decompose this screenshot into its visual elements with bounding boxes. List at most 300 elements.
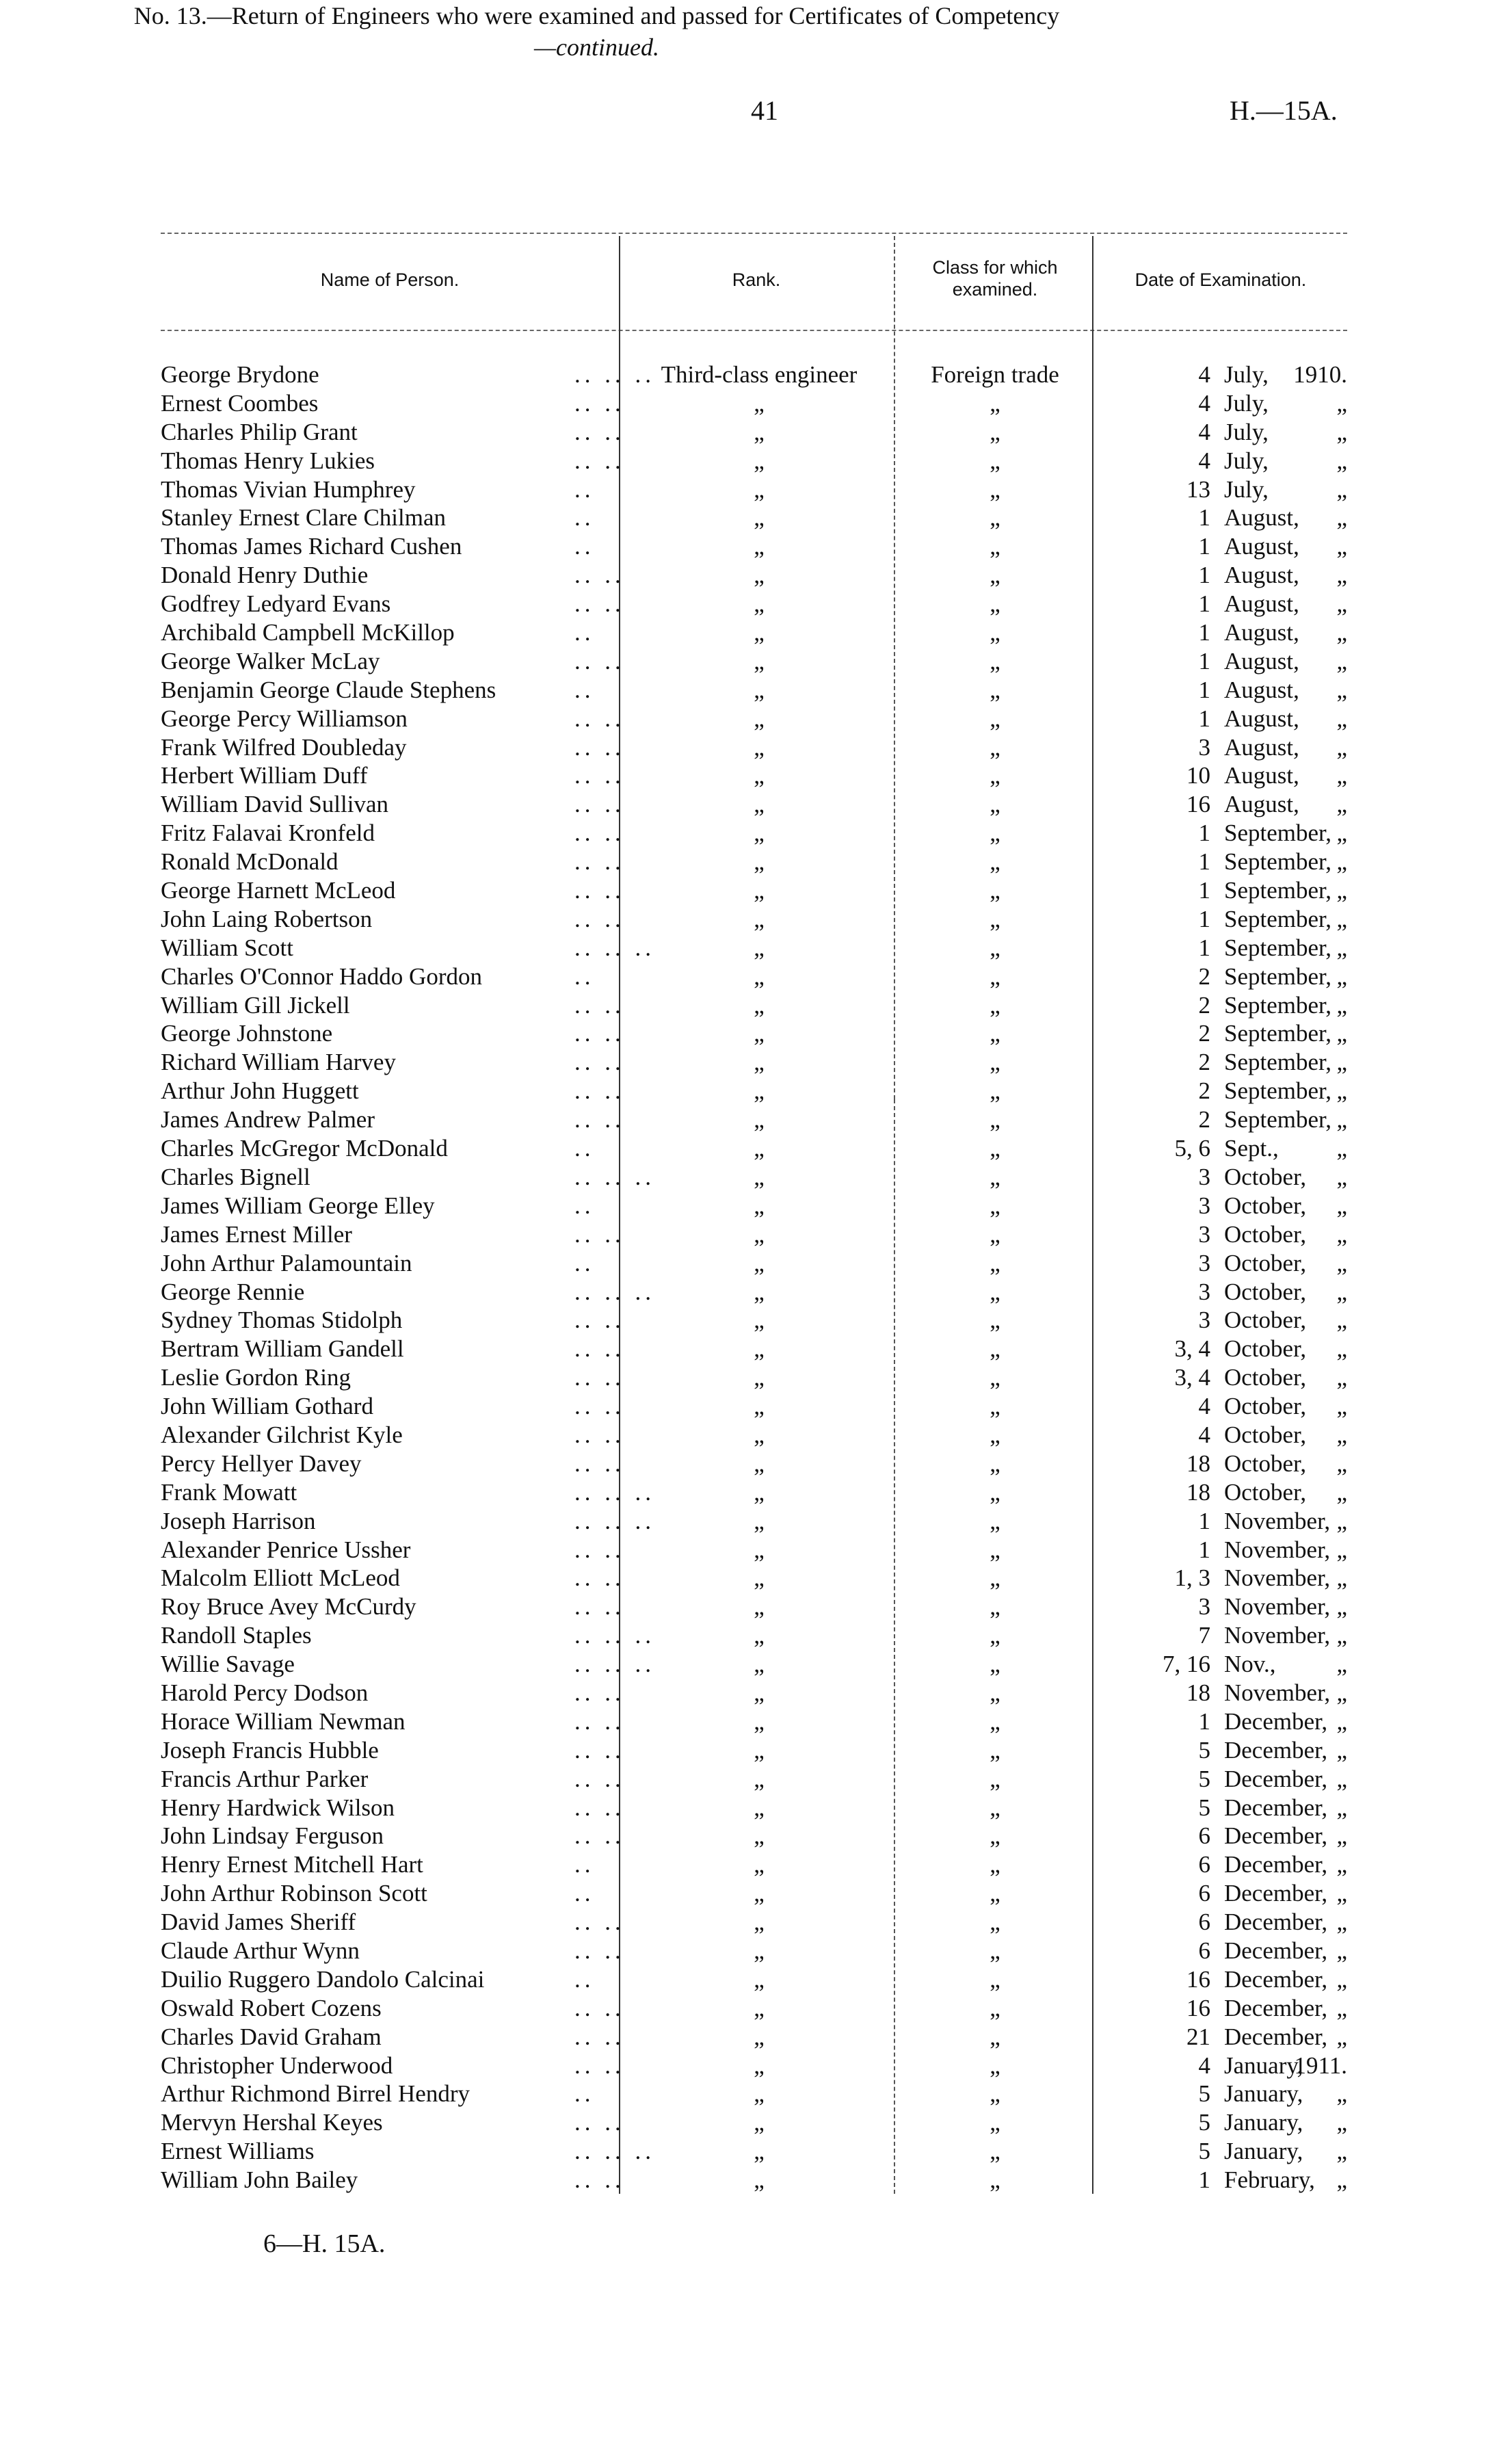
exam-month: October,	[1224, 1278, 1307, 1305]
person-name: Henry Ernest Mitchell Hart	[161, 1851, 423, 1878]
exam-class: „	[990, 2166, 1000, 2194]
person-name: David James Sheriff	[161, 1909, 356, 1936]
rank: „	[754, 1077, 765, 1105]
exam-month: September,	[1224, 848, 1332, 876]
rank: „	[754, 1679, 765, 1706]
person-name: Fritz Falavai Kronfeld	[161, 820, 375, 847]
leader-dots: .. ..	[574, 2052, 625, 2079]
exam-class: „	[990, 647, 1000, 674]
person-name: Thomas James Richard Cushen	[161, 533, 462, 560]
exam-class: „	[990, 1507, 1000, 1534]
exam-year: „	[1336, 877, 1347, 904]
exam-month: August,	[1224, 590, 1299, 618]
leader-dots: .. ..	[574, 820, 625, 847]
leader-dots: .. .. ..	[574, 1507, 655, 1534]
exam-year: „	[1336, 1077, 1347, 1105]
exam-year: „	[1336, 1851, 1347, 1878]
exam-day: 5, 6	[1174, 1135, 1210, 1162]
exam-class: „	[990, 791, 1000, 818]
exam-month: Sept.,	[1224, 1135, 1279, 1162]
table-title-continued: —continued.	[534, 34, 659, 61]
exam-year: „	[1336, 1994, 1347, 2021]
exam-year: „	[1336, 1536, 1347, 1563]
exam-month: October,	[1224, 1478, 1307, 1506]
exam-month: October,	[1224, 1192, 1307, 1219]
exam-month: October,	[1224, 1364, 1307, 1391]
leader-dots: .. ..	[574, 447, 625, 474]
exam-class: „	[990, 1593, 1000, 1621]
leader-dots: ..	[574, 504, 595, 532]
table-row	[0, 705, 1486, 733]
table-row	[0, 676, 1486, 705]
rank: „	[754, 820, 765, 847]
exam-month: November,	[1224, 1593, 1331, 1621]
rank: „	[754, 1651, 765, 1678]
exam-class: „	[990, 1450, 1000, 1477]
exam-month: September,	[1224, 820, 1332, 847]
exam-year: „	[1336, 905, 1347, 932]
person-name: Charles O'Connor Haddo Gordon	[161, 962, 482, 990]
exam-day: 5	[1198, 1794, 1210, 1821]
rank: „	[754, 418, 765, 445]
table-title	[0, 0, 1193, 63]
rank: „	[754, 1135, 765, 1162]
leader-dots: .. ..	[574, 1736, 625, 1764]
exam-day: 1	[1198, 877, 1210, 904]
leader-dots: .. .. ..	[574, 361, 655, 388]
person-name: Stanley Ernest Clare Chilman	[161, 504, 446, 532]
person-name: George Brydone	[161, 361, 319, 388]
column-header-class: Class for which examined.	[932, 257, 1058, 300]
exam-year: „	[1336, 1393, 1347, 1420]
rank: „	[754, 1106, 765, 1133]
exam-day: 1	[1198, 905, 1210, 932]
person-name: Roy Bruce Avey McCurdy	[161, 1593, 416, 1621]
leader-dots: .. ..	[574, 705, 625, 732]
exam-year: „	[1336, 590, 1347, 618]
column-header-rank: Rank.	[732, 270, 781, 290]
person-name: Frank Mowatt	[161, 1478, 297, 1506]
exam-class: „	[990, 1679, 1000, 1706]
exam-month: August,	[1224, 705, 1299, 732]
person-name: Bertram William Gandell	[161, 1335, 404, 1363]
exam-month: October,	[1224, 1307, 1307, 1334]
exam-class: „	[990, 1851, 1000, 1878]
exam-year: „	[1336, 1220, 1347, 1248]
table-row	[0, 848, 1486, 876]
leader-dots: .. .. ..	[574, 1622, 655, 1649]
leader-dots: ..	[574, 1135, 595, 1162]
person-name: James William George Elley	[161, 1192, 435, 1219]
exam-month: October,	[1224, 1249, 1307, 1276]
exam-day: 1	[1198, 848, 1210, 876]
rank: „	[754, 1765, 765, 1792]
exam-class: „	[990, 1564, 1000, 1592]
exam-day: 1	[1198, 934, 1210, 961]
exam-day: 1	[1198, 504, 1210, 532]
leader-dots: .. .. ..	[574, 1163, 655, 1190]
exam-month: September,	[1224, 991, 1332, 1019]
table-row	[0, 2137, 1486, 2166]
table-row	[0, 2080, 1486, 2108]
table-row	[0, 1679, 1486, 1707]
exam-day: 1	[1198, 562, 1210, 589]
exam-month: December,	[1224, 1994, 1328, 2021]
rank: „	[754, 475, 765, 503]
exam-year: „	[1336, 2109, 1347, 2136]
exam-class: „	[990, 1220, 1000, 1248]
leader-dots: .. ..	[574, 2023, 625, 2050]
leader-dots: .. ..	[574, 1536, 625, 1563]
exam-month: November,	[1224, 1564, 1331, 1592]
exam-year: „	[1336, 1794, 1347, 1821]
table-row	[0, 1134, 1486, 1163]
rank: „	[754, 1736, 765, 1764]
exam-class: „	[990, 1020, 1000, 1047]
person-name: Charles McGregor McDonald	[161, 1135, 448, 1162]
column-header-date: Date of Examination.	[1135, 270, 1307, 290]
exam-year: „	[1336, 1965, 1347, 1993]
table-row	[0, 1163, 1486, 1192]
exam-class: Foreign trade	[931, 361, 1059, 388]
rank: „	[754, 877, 765, 904]
exam-class: „	[990, 1077, 1000, 1105]
exam-day: 1	[1198, 533, 1210, 560]
exam-month: January,	[1224, 2080, 1303, 2108]
exam-day: 3	[1198, 733, 1210, 761]
table-row	[0, 1822, 1486, 1850]
table-row	[0, 1994, 1486, 2023]
exam-class: „	[990, 504, 1000, 532]
exam-year: „	[1336, 418, 1347, 445]
person-name: William John Bailey	[161, 2166, 358, 2194]
table-row	[0, 1478, 1486, 1507]
exam-month: October,	[1224, 1335, 1307, 1363]
exam-month: December,	[1224, 1851, 1328, 1878]
exam-day: 1	[1198, 1536, 1210, 1563]
leader-dots: ..	[574, 619, 595, 646]
exam-month: August,	[1224, 791, 1299, 818]
exam-day: 10	[1186, 762, 1210, 789]
exam-year: „	[1336, 389, 1347, 417]
exam-day: 2	[1198, 1077, 1210, 1105]
exam-class: „	[990, 533, 1000, 560]
leader-dots: .. ..	[574, 848, 625, 876]
exam-class: „	[990, 562, 1000, 589]
exam-month: July,	[1224, 447, 1269, 474]
leader-dots: .. ..	[574, 1421, 625, 1448]
exam-class: „	[990, 619, 1000, 646]
table-row	[0, 1650, 1486, 1679]
exam-month: September,	[1224, 1049, 1332, 1076]
table-row	[0, 561, 1486, 590]
leader-dots: ..	[574, 533, 595, 560]
exam-year: „	[1336, 1163, 1347, 1190]
exam-year: „	[1336, 1880, 1347, 1907]
exam-day: 13	[1186, 475, 1210, 503]
leader-dots: .. ..	[574, 590, 625, 618]
exam-day: 1	[1198, 705, 1210, 732]
table-row	[0, 1593, 1486, 1621]
leader-dots: ..	[574, 1192, 595, 1219]
exam-day: 18	[1186, 1679, 1210, 1706]
exam-class: „	[990, 1163, 1000, 1190]
table-row	[0, 2023, 1486, 2052]
exam-class: „	[990, 1278, 1000, 1305]
exam-class: „	[990, 389, 1000, 417]
table-row	[0, 1192, 1486, 1220]
rank: „	[754, 1622, 765, 1649]
table-row	[0, 1507, 1486, 1536]
leader-dots: .. ..	[574, 1364, 625, 1391]
table-row	[0, 1736, 1486, 1765]
rank: „	[754, 1965, 765, 1993]
rank: „	[754, 590, 765, 618]
person-name: Thomas Vivian Humphrey	[161, 475, 416, 503]
table-row	[0, 905, 1486, 934]
leader-dots: .. ..	[574, 1307, 625, 1334]
exam-month: November,	[1224, 1507, 1331, 1534]
person-name: Percy Hellyer Davey	[161, 1450, 362, 1477]
exam-year: „	[1336, 1651, 1347, 1678]
exam-day: 4	[1198, 389, 1210, 417]
leader-dots: ..	[574, 1965, 595, 1993]
exam-class: „	[990, 1965, 1000, 1993]
person-name: Christopher Underwood	[161, 2052, 393, 2079]
table-row	[0, 389, 1486, 418]
exam-year: „	[1336, 705, 1347, 732]
exam-class: „	[990, 1880, 1000, 1907]
exam-year: „	[1336, 2166, 1347, 2194]
leader-dots: .. ..	[574, 1994, 625, 2021]
exam-class: „	[990, 848, 1000, 876]
leader-dots: .. .. ..	[574, 1651, 655, 1678]
exam-month: December,	[1224, 1965, 1328, 1993]
rank: „	[754, 1049, 765, 1076]
exam-day: 2	[1198, 1106, 1210, 1133]
table-row	[0, 1965, 1486, 1994]
person-name: Joseph Harrison	[161, 1507, 316, 1534]
exam-class: „	[990, 1651, 1000, 1678]
leader-dots: .. ..	[574, 1593, 625, 1621]
exam-class: „	[990, 1937, 1000, 1964]
leader-dots: .. .. ..	[574, 1478, 655, 1506]
person-name: Sydney Thomas Stidolph	[161, 1307, 403, 1334]
table-row	[0, 1850, 1486, 1879]
exam-day: 1	[1198, 590, 1210, 618]
exam-class: „	[990, 1106, 1000, 1133]
exam-day: 5	[1198, 1736, 1210, 1764]
rank: „	[754, 762, 765, 789]
table-row	[0, 1564, 1486, 1593]
leader-dots: .. ..	[574, 1564, 625, 1592]
exam-day: 16	[1186, 1994, 1210, 2021]
person-name: William Gill Jickell	[161, 991, 350, 1019]
exam-year: 1911.	[1294, 2052, 1347, 2079]
leader-dots: .. ..	[574, 877, 625, 904]
person-name: William David Sullivan	[161, 791, 388, 818]
person-name: George Johnstone	[161, 1020, 333, 1047]
rank: „	[754, 1536, 765, 1563]
table-row	[0, 1335, 1486, 1363]
rank: „	[754, 619, 765, 646]
exam-class: „	[990, 733, 1000, 761]
person-name: Joseph Francis Hubble	[161, 1736, 379, 1764]
leader-dots: .. .. ..	[574, 1278, 655, 1305]
person-name: Francis Arthur Parker	[161, 1765, 369, 1792]
footer-signature: 6—H. 15A.	[263, 2229, 386, 2258]
table-row	[0, 1421, 1486, 1450]
leader-dots: .. ..	[574, 1020, 625, 1047]
table-row	[0, 1077, 1486, 1105]
exam-class: „	[990, 1192, 1000, 1219]
exam-month: October,	[1224, 1421, 1307, 1448]
rank: „	[754, 1450, 765, 1477]
leader-dots: .. .. ..	[574, 2138, 655, 2165]
exam-year: „	[1336, 1049, 1347, 1076]
exam-class: „	[990, 1049, 1000, 1076]
table-row	[0, 819, 1486, 848]
table-row	[0, 2052, 1486, 2080]
exam-class: „	[990, 1393, 1000, 1420]
exam-class: „	[990, 1994, 1000, 2021]
exam-day: 3	[1198, 1593, 1210, 1621]
column-header-name: Name of Person.	[320, 270, 460, 290]
person-name: John William Gothard	[161, 1393, 373, 1420]
exam-year: „	[1336, 1507, 1347, 1534]
person-name: Charles Philip Grant	[161, 418, 358, 445]
person-name: Duilio Ruggero Dandolo Calcinai	[161, 1965, 485, 1993]
rank: „	[754, 1909, 765, 1936]
table-row	[0, 2108, 1486, 2137]
exam-year: „	[1336, 1335, 1347, 1363]
exam-year: „	[1336, 1765, 1347, 1792]
exam-year: „	[1336, 1679, 1347, 1706]
table-row	[0, 790, 1486, 819]
person-name: Mervyn Hershal Keyes	[161, 2109, 383, 2136]
exam-year: „	[1336, 1192, 1347, 1219]
header-bottom-rule	[161, 330, 1347, 331]
rank: „	[754, 1937, 765, 1964]
table-row	[0, 1937, 1486, 1965]
person-name: Ernest Coombes	[161, 389, 319, 417]
exam-year: „	[1336, 1278, 1347, 1305]
exam-month: January,	[1224, 2052, 1303, 2079]
exam-day: 1	[1198, 647, 1210, 674]
exam-year: „	[1336, 1736, 1347, 1764]
person-name: George Harnett McLeod	[161, 877, 396, 904]
rank: „	[754, 791, 765, 818]
rank: „	[754, 562, 765, 589]
rank: „	[754, 1507, 765, 1534]
person-name: Malcolm Elliott McLeod	[161, 1564, 400, 1592]
exam-class: „	[990, 934, 1000, 961]
exam-year: „	[1336, 533, 1347, 560]
exam-day: 6	[1198, 1937, 1210, 1964]
leader-dots: ..	[574, 475, 595, 503]
rank: „	[754, 1249, 765, 1276]
rank: „	[754, 1851, 765, 1878]
exam-month: January,	[1224, 2109, 1303, 2136]
person-name: Oswald Robert Cozens	[161, 1994, 382, 2021]
exam-class: „	[990, 1909, 1000, 1936]
rank: „	[754, 1478, 765, 1506]
rank: „	[754, 1163, 765, 1190]
exam-day: 6	[1198, 1880, 1210, 1907]
exam-month: August,	[1224, 533, 1299, 560]
exam-day: 3, 4	[1174, 1364, 1210, 1391]
rank: „	[754, 1192, 765, 1219]
exam-day: 18	[1186, 1450, 1210, 1477]
exam-day: 1	[1198, 820, 1210, 847]
exam-day: 6	[1198, 1822, 1210, 1850]
exam-class: „	[990, 2109, 1000, 2136]
exam-month: December,	[1224, 1822, 1328, 1850]
exam-day: 2	[1198, 1049, 1210, 1076]
exam-day: 2	[1198, 962, 1210, 990]
table-row	[0, 618, 1486, 647]
exam-day: 4	[1198, 1421, 1210, 1448]
exam-year: „	[1336, 1135, 1347, 1162]
exam-class: „	[990, 590, 1000, 618]
rank: „	[754, 1307, 765, 1334]
table-row	[0, 1019, 1486, 1048]
leader-dots: .. ..	[574, 2109, 625, 2136]
exam-month: August,	[1224, 504, 1299, 532]
table-row	[0, 962, 1486, 991]
exam-class: „	[990, 2080, 1000, 2108]
exam-day: 1, 3	[1174, 1564, 1210, 1592]
leader-dots: ..	[574, 962, 595, 990]
exam-month: September,	[1224, 934, 1332, 961]
leader-dots: .. ..	[574, 1909, 625, 1936]
exam-month: October,	[1224, 1450, 1307, 1477]
exam-month: July,	[1224, 389, 1269, 417]
exam-month: September,	[1224, 1020, 1332, 1047]
rank: „	[754, 2052, 765, 2079]
rank: „	[754, 1794, 765, 1821]
exam-year: „	[1336, 2138, 1347, 2165]
rank: „	[754, 2138, 765, 2165]
table-row	[0, 1879, 1486, 1908]
rank: „	[754, 1880, 765, 1907]
leader-dots: .. ..	[574, 791, 625, 818]
table-row	[0, 1249, 1486, 1278]
rank: „	[754, 389, 765, 417]
exam-month: October,	[1224, 1163, 1307, 1190]
table-row	[0, 361, 1486, 389]
exam-month: July,	[1224, 418, 1269, 445]
person-name: Willie Savage	[161, 1651, 295, 1678]
leader-dots: .. .. ..	[574, 934, 655, 961]
table-row	[0, 418, 1486, 447]
exam-month: November,	[1224, 1679, 1331, 1706]
leader-dots: .. ..	[574, 389, 625, 417]
exam-class: „	[990, 418, 1000, 445]
rank: „	[754, 1020, 765, 1047]
leader-dots: .. ..	[574, 1679, 625, 1706]
exam-year: „	[1336, 1249, 1347, 1276]
page-number: 41	[751, 95, 778, 126]
exam-month: August,	[1224, 647, 1299, 674]
exam-year: „	[1336, 1020, 1347, 1047]
exam-day: 5	[1198, 1765, 1210, 1792]
exam-year: „	[1336, 2023, 1347, 2050]
table-row	[0, 876, 1486, 905]
exam-year: „	[1336, 991, 1347, 1019]
rank: „	[754, 1564, 765, 1592]
exam-day: 3	[1198, 1192, 1210, 1219]
